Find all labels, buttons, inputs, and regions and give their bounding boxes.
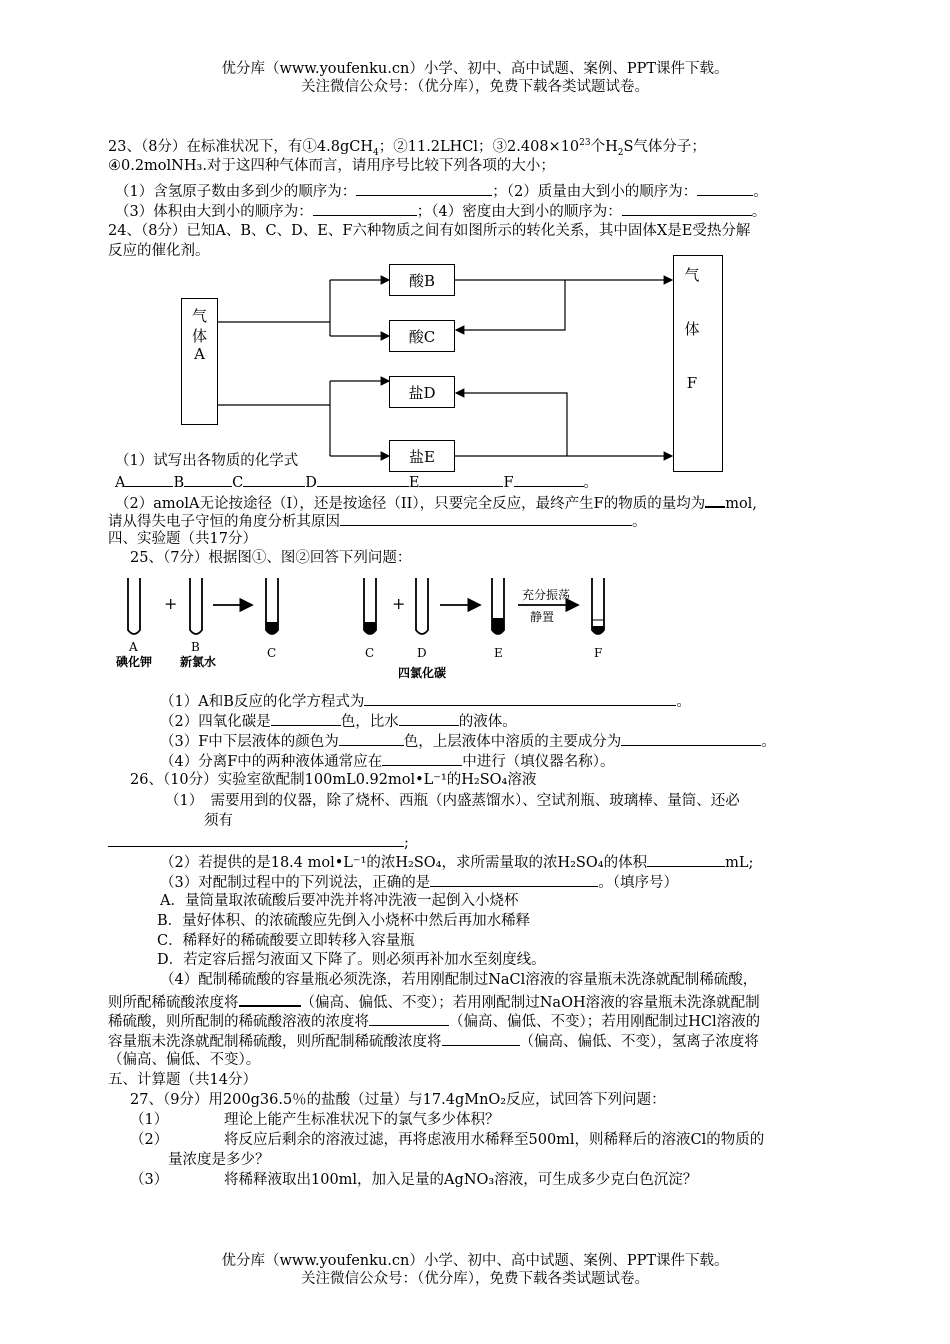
q24-line-2: 反应的催化剂。 [108,243,210,259]
q27-text-2b: 量浓度是多少？ [168,1152,270,1168]
q25-part-1: （1）A和B反应的化学方程式为 。 [160,691,691,712]
q25-blank-3a[interactable] [339,731,404,746]
tube-d-label: D [417,646,427,660]
gas-a-char-1: 气 [191,307,207,325]
q26-blank-4c[interactable] [442,1031,520,1046]
salt-e-label: 盐E [409,448,435,466]
salt-d-label: 盐D [408,384,436,402]
section-4-title: 四、实验题（共17分） [108,531,257,547]
q25-blank-1[interactable] [364,691,676,706]
q26-part-3: （3）对配制过程中的下列说法，正确的是 。（填序号） [160,872,678,893]
tube-a-name: 碘化钾 [116,655,153,669]
q25-part-2: （2）四氧化碳是 色，比水 的液体。 [160,711,517,732]
q27-num-1: （1） [130,1112,169,1128]
q26-part-4-line-5: （偏高、偏低、不变）。 [108,1052,261,1068]
tube-b-label: B [191,640,200,654]
acid-c-label: 酸C [408,328,436,346]
gas-f-char-1: 气 [684,266,700,284]
gas-a-char-3: A [194,345,205,363]
q27-title: 27、（9分）用200g36.5％的盐酸（过量）与17.4gMnO₂反应，试回答下列问题： [130,1092,666,1108]
q26-option-c: C．稀释好的稀硫酸要立即转移入容量瓶 [157,933,415,949]
tube-c2-label: C [365,646,375,660]
footer-line-1: 优分库（www.youfenku.cn）小学、初中、高中试题、案例、PPT课件下载。 [221,1253,729,1269]
gas-a-char-2: 体 [191,327,207,345]
gas-f-char-3: F [686,374,698,392]
q26-blank-4a[interactable] [239,991,301,1007]
q26-part-1a: （1） 需要用到的仪器，除了烧杯、西瓶（内盛蒸馏水）、空试剂瓶、玻璃棒、量筒、还必 [165,793,740,809]
q25-part-3: （3）F中下层液体的颜色为 色，上层液体中溶质的主要成分为 。 [160,731,776,752]
gas-f-char-2: 体 [684,320,700,338]
q26-part-4-line-1: （4）配制稀硫酸的容量瓶必须洗涤，若用刚配制过NaCl溶液的容量瓶未洗涤就配制稀硫酸， [160,972,758,988]
q26-option-b: B．量好体积、的浓硫酸应先倒入小烧杯中然后再加水稀释 [157,913,531,929]
q24-sub-2: （2）amolA无论按途径（I），还是按途径（II），只要完全反应，最终产生F的物质的量均为 mol, [115,492,757,514]
q26-blank-4b[interactable] [369,1011,449,1026]
q27-text-3: 将稀释液取出100ml，加入足量的AgNO₃溶液，可生成多少克白色沉淀？ [224,1172,698,1188]
plus-sign-2: + [392,594,406,613]
header-line-1: 优分库（www.youfenku.cn）小学、初中、高中试题、案例、PPT课件下载。 [221,61,729,77]
tube-a-label: A [129,640,138,654]
q26-part-1-blank-line: ; [108,832,409,853]
q24-line-1: 24、（8分）已知A、B、C、D、E、F六种物质之间有如图所示的转化关系，其中固体X是E受热分解 [108,223,751,239]
q25-blank-2a[interactable] [271,711,341,726]
ccl4-label: 四氯化碳 [398,666,447,680]
q25-title: 25、（7分）根据图①、图②回答下列问题： [130,550,412,566]
tube-e-label: E [494,646,503,660]
q25-blank-4[interactable] [382,751,462,766]
q24-sub-1: （1）试写出各物质的化学式 [115,453,299,469]
q26-blank-1[interactable] [108,832,404,847]
q25-blank-2b[interactable] [399,711,459,726]
section-5-title: 五、计算题（共14分） [108,1072,257,1088]
q26-blank-2[interactable] [647,852,725,867]
q27-text-1: 理论上能产生标准状况下的氯气多少体积？ [224,1112,500,1128]
q23-parts-1-2: （1）含氢原子数由多到少的顺序为： ；（2）质量由大到小的顺序为： 。 [115,181,768,202]
stand-label: 静置 [530,610,555,624]
q26-part-1b: 须有 [204,813,233,829]
q26-option-a: A．量筒量取浓硫酸后要冲洗并将冲洗液一起倒入小烧杯 [160,893,519,909]
q26-title: 26、（10分）实验室欲配制100mL0.92mol•L⁻¹的H₂SO₄溶液 [130,772,537,788]
plus-sign-1: + [164,594,178,613]
q26-option-d: D．若定容后摇匀液面又下降了。则必须再补加水至刻度线。 [157,952,546,968]
q24-sub-2-reason: 请从得失电子守恒的角度分析其原因 。 [108,511,647,532]
q27-num-2: （2） [130,1132,169,1148]
q26-part-4-line-4: 容量瓶未洗涤就配制稀硫酸，则所配制稀硫酸浓度将 （偏高、偏低、不变），氢离子浓度将 [108,1031,759,1052]
q25-part-4: （4）分离F中的两种液体通常应在 中进行（填仪器名称）。 [160,751,615,772]
q27-text-2a: 将反应后剩余的溶液过滤，再将虑液用水稀释至500ml，则稀释后的溶液Cl的物质的 [224,1132,765,1148]
q24-formula-blanks: A B C D E F 。 [115,472,598,493]
acid-b-label: 酸B [408,272,436,290]
tube-c-label: C [267,646,277,660]
q26-part-2: （2）若提供的是18.4 mol•L⁻¹的浓H₂SO₄，求所需量取的浓H₂SO₄的体积 mL; [160,852,753,873]
tube-b-name: 新氯水 [180,655,217,669]
q23-line-1: 23、（8分）在标准状况下，有①4.8gCH$_4$；②11.2LHCl；$③2.408\times 10^{23}$个$H_2S$气体分子； [108,138,706,158]
footer-line-2: 关注微信公众号：（优分库），免费下载各类试题试卷。 [301,1271,649,1287]
q23-line-2: ④0.2molNH₃.对于这四种气体而言，请用序号比较下列各项的大小； [108,158,555,174]
q25-blank-3b[interactable] [621,731,761,746]
q26-part-4-line-3: 稀硫酸，则所配制的稀硫酸溶液的浓度将 （偏高、偏低、不变）；若用刚配制过HCl溶液的 [108,1011,760,1032]
tube-f-label: F [594,646,603,660]
q27-num-3: （3） [130,1172,169,1188]
shake-label: 充分振荡 [522,588,571,602]
q23-parts-3-4: （3）体积由大到小的顺序为： ；（4）密度由大到小的顺序为： 。 [115,201,766,222]
header-line-2: 关注微信公众号：（优分库），免费下载各类试题试卷。 [301,79,649,95]
q26-part-4-line-2: 则所配稀硫酸浓度将 （偏高、偏低、不变）；若用刚配制过NaOH溶液的容量瓶未洗涤就配制 [108,991,760,1013]
q26-blank-3[interactable] [430,872,598,887]
